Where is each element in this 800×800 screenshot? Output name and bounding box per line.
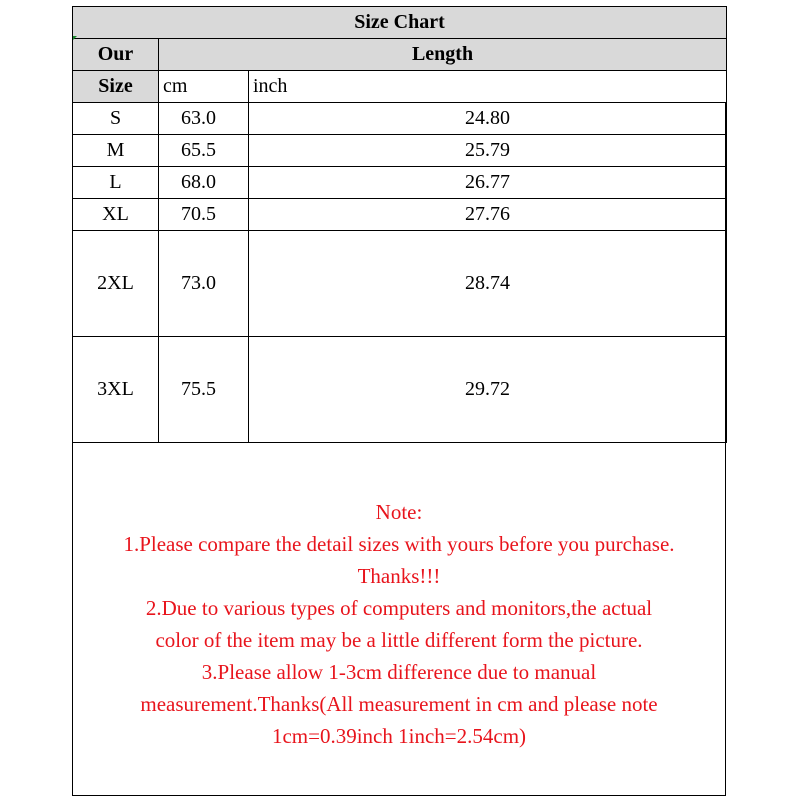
inch-cell: 25.79: [249, 135, 727, 167]
cm-cell: 63.0: [159, 103, 249, 135]
note-line: 1.Please compare the detail sizes with yours before you purchase.: [123, 532, 675, 556]
inch-cell: 29.72: [249, 337, 727, 443]
size-cell: 3XL: [73, 337, 159, 443]
cm-cell: 70.5: [159, 199, 249, 231]
chart-title: Size Chart: [73, 7, 727, 39]
note-block: [73, 496, 725, 752]
table-row: [73, 199, 727, 231]
size-header-line2: Size: [73, 71, 159, 103]
cm-cell: 73.0: [159, 231, 249, 337]
note-line: color of the item may be a little different form the picture.: [155, 628, 643, 652]
note-line: 2.Due to various types of computers and monitors,the actual: [145, 596, 653, 620]
inch-cell: 26.77: [249, 167, 727, 199]
size-cell: S: [73, 103, 159, 135]
size-header-line1: Our: [73, 39, 159, 71]
table-row: [73, 103, 727, 135]
cm-cell: 68.0: [159, 167, 249, 199]
cm-cell: 65.5: [159, 135, 249, 167]
table-row: [73, 337, 727, 443]
length-header: Length: [159, 39, 727, 71]
unit-cm-header: cm: [159, 71, 249, 103]
unit-inch-header: inch: [249, 71, 727, 103]
note-line: measurement.Thanks(All measurement in cm and please note: [140, 692, 658, 716]
note-line: 3.Please allow 1-3cm difference due to manual: [201, 660, 597, 684]
inch-cell: 24.80: [249, 103, 727, 135]
inch-cell: 27.76: [249, 199, 727, 231]
table-row: [73, 135, 727, 167]
size-cell: XL: [73, 199, 159, 231]
cm-cell: 75.5: [159, 337, 249, 443]
table-row: [73, 231, 727, 337]
cell-comment-marker: [73, 36, 77, 40]
note-heading: Note:: [375, 500, 423, 524]
note-line: 1cm=0.39inch 1inch=2.54cm): [271, 724, 527, 748]
note-line: Thanks!!!: [357, 564, 441, 588]
size-cell: 2XL: [73, 231, 159, 337]
inch-cell: 28.74: [249, 231, 727, 337]
size-cell: M: [73, 135, 159, 167]
table-row: [73, 167, 727, 199]
size-cell: L: [73, 167, 159, 199]
size-chart-table: [72, 6, 727, 443]
